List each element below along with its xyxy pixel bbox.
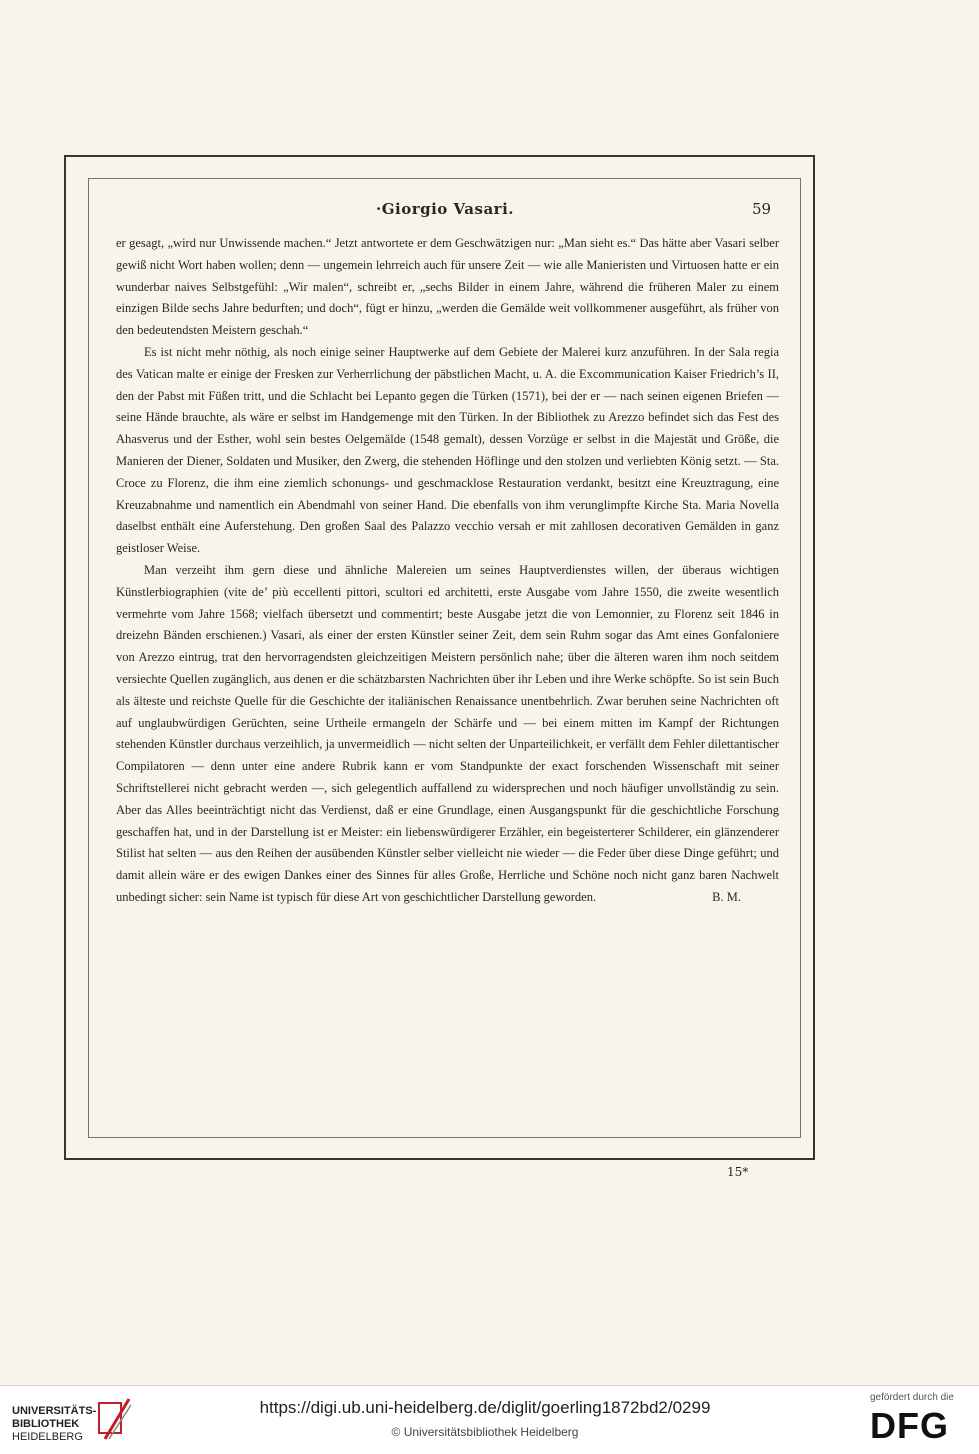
- library-name-line-1: UNIVERSITÄTS-: [12, 1405, 97, 1417]
- paragraph-3: [116, 560, 779, 909]
- library-name-line-3: HEIDELBERG: [12, 1431, 83, 1443]
- paragraph-3-text: Man verzeiht ihm gern diese und ähnliche Malereien um seines Hauptverdienstes willen, der überaus wichtigen Künstlerbiographien (vite de’ più eccellenti pittori, scultori ed architetti, erste Ausgabe vom Jahre 1550, die zweite wesentlich vermehrte vom Jahre 1568; vielfach übersetzt und commentirt; beste Ausgabe jetzt die von Lemonnier, zu Florenz seit 1846 in dreizehn Bänden erschienen.) Vasari, als einer der ersten Künstler seiner Zeit, dem sein Ruhm sogar das Amt eines Gonfaloniere von Arezzo eintrug, trat den hervorragendsten gleichzeitigen Meistern persönlich nahe; über die älteren waren ihm noch seitdem versiechte Quellen zugänglich, aus denen er die schätzbarsten Nachrichten über ihr Leben und ihre Werke schöpfte. So ist sein Buch als älteste und reichste Quelle für die Geschichte der italiänischen Renaissance unentbehrlich. Zwar beruhen seine Nachrichten oft auf unglaubwürdigen Gerüchten, seine Urtheile ermangeln der Schärfe und — bei einem mitten im Kampf der Richtungen stehenden Künstler durchaus verzeihlich, ja unvermeidlich — nicht selten der Unparteilichkeit, er verfällt dem Fehler dilettantischer Compilatoren — denn unter eine andere Rubrik kann er vom Standpunkte der exact forschenden Wissenschaft mit seiner Schriftstellerei nicht gebracht werden —, sich gelegentlich auffallend zu widersprechen und noch häufiger unvollständig zu sein. Aber das Alles beeinträchtigt nicht das Verdienst, daß er eine Grundlage, einen Ausgangspunkt für die geschichtliche Forschung geschaffen hat, und in der Darstellung ist er Meister: ein liebenswürdigerer Erzähler, ein begeisterterer Schilderer, ein glänzenderer Stilist hat selten — aus den Reihen der ausübenden Künstler selber vielleicht nie wieder — die Feder über diese Dinge geführt; und damit allein wäre er des ewigen Dankes einer des Sinnes für alles Große, Herrliche und Schöne noch nicht ganz baren Nachwelt unbedingt sicher: sein Name ist typisch für diese Art von geschichtlicher Darstellung geworden.: [116, 562, 779, 904]
- copyright-notice: © Universitätsbibliothek Heidelberg: [391, 1425, 579, 1439]
- body-text: [116, 233, 779, 909]
- dfg-logo[interactable]: DFG: [870, 1405, 949, 1446]
- footer-bar: [0, 1385, 979, 1454]
- library-logo-icon[interactable]: [95, 1395, 135, 1445]
- sheet-signature-mark: 15*: [727, 1165, 749, 1179]
- document-url-link[interactable]: https://digi.ub.uni-heidelberg.de/diglit/goerling1872bd2/0299: [259, 1398, 711, 1417]
- library-name[interactable]: [12, 1405, 96, 1444]
- paragraph-2: Es ist nicht mehr nöthig, als noch einige seiner Hauptwerke auf dem Gebiete der Malerei kurz anzuführen. In der Sala regia des Vatican malte er einige der Fresken zur Verherrlichung der päbstlichen Macht, u. A. die Excommunication Kaiser Friedrich’s II, den der Pabst mit Füßen tritt, und die Schlacht bei Lepanto gegen die Türken (1571), bei der er — nach seinen eigenen Briefen — seine Hände brauchte, als wäre er selbst im Handgemenge mit den Türken. In der Bibliothek zu Arezzo befindet sich das Fest des Ahasverus und der Esther, wohl sein bestes Oelgemälde (1548 gemalt), dessen Vorzüge er selbst in die Majestät und Größe, die Manieren der Diener, Soldaten und Musiker, den Zwerg, die stehenden Höflinge und den stolzen und verliebten König setzt. — Sta. Croce zu Florenz, die ihm eine ziemlich schonungs- und geschmacklose Restauration verdankt, besitzt eine Kreuztragung, eine Kreuzabnahme und namentlich ein Abendmahl von seiner Hand. Die ebenfalls von ihm verunglimpfte Kirche Sta. Maria Novella daselbst enthält eine Auferstehung. Den großen Saal des Palazzo vecchio versah er mit zahllosen decorativen Gemälden in ganz geistloser Weise.: [116, 344, 779, 556]
- paragraph-1: er gesagt, „wird nur Unwissende machen.“ Jetzt antwortete er dem Geschwätzigen nur: „Man sieht es.“ Das hätte aber Vasari selber gewiß nicht Wort haben wollen; denn — ungemein lehrreich auch für unsere Zeit — wie alle Manieristen und Virtuosen hatte er ein wunderbar naives Selbstgefühl: „Wir malen“, schreibt er, „sechs Bilder in einem Jahre, während die früheren Maler zu einem einzigen Bilde sechs Jahre bedurften; und doch“, fügt er hinzu, „werden die Gemälde weit vollkommener ausgeführt, als früher von den bedeutendsten Meistern geschah.“: [116, 236, 779, 338]
- page-number: 59: [752, 200, 772, 218]
- author-signature: B. M.: [712, 889, 741, 904]
- library-name-line-2: BIBLIOTHEK: [12, 1418, 80, 1430]
- running-head: ·Giorgio Vasari.: [375, 200, 515, 218]
- funded-by-label: gefördert durch die: [870, 1392, 954, 1403]
